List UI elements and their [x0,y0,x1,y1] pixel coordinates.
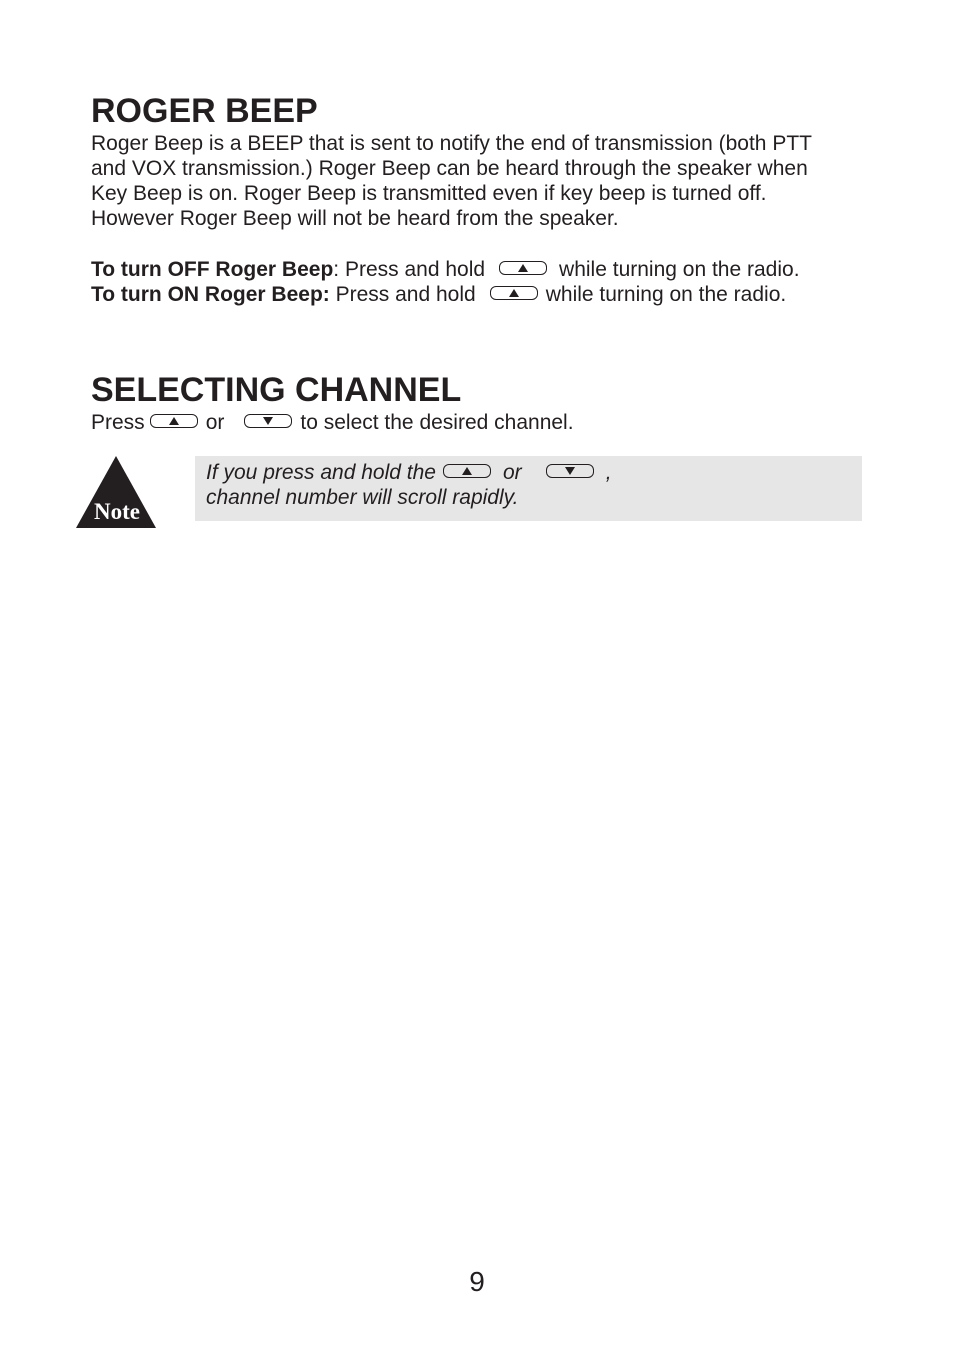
press-text: Press [91,411,145,434]
roger-beep-para-line-3: Key Beep is on. Roger Beep is transmitted even if key beep is turned off. [91,182,767,205]
selecting-channel-instruction [91,410,574,435]
up-arrow-button-icon [150,414,198,428]
note-line-1-prefix: If you press and hold the [206,461,436,484]
roger-beep-off-label: To turn OFF Roger Beep [91,258,334,281]
roger-beep-para-line-2: and VOX transmission.) Roger Beep can be heard through the speaker when [91,157,808,180]
up-arrow-button-icon [490,286,538,300]
up-arrow-button-icon [443,464,491,478]
roger-beep-on-prefix: Press and hold [329,283,476,306]
roger-beep-para-line-1: Roger Beep is a BEEP that is sent to notify the end of transmission (both PTT [91,132,812,155]
selecting-channel-heading: SELECTING CHANNEL [91,371,462,409]
note-comma: , [605,461,612,484]
down-arrow-button-icon [244,414,292,428]
select-channel-suffix: to select the desired channel. [300,411,574,434]
roger-beep-on-suffix: while turning on the radio. [545,283,787,306]
note-icon-label: Note [94,499,140,524]
note-line-1 [206,460,612,485]
roger-beep-on-instruction [91,282,786,307]
down-arrow-button-icon [546,464,594,478]
roger-beep-para-line-4: However Roger Beep will not be heard from the speaker. [91,207,619,230]
roger-beep-off-prefix: : Press and hold [333,258,486,281]
note-line-2: channel number will scroll rapidly. [206,486,519,509]
roger-beep-on-label: To turn ON Roger Beep: [91,283,330,306]
note-or-text: or [503,461,522,484]
roger-beep-heading: ROGER BEEP [91,92,318,130]
note-warning-triangle-icon [76,456,156,528]
page-number: 9 [469,1266,485,1297]
up-arrow-button-icon [499,261,547,275]
roger-beep-off-suffix: while turning on the radio. [559,258,800,281]
or-text: or [205,411,225,434]
roger-beep-off-instruction [91,257,800,282]
